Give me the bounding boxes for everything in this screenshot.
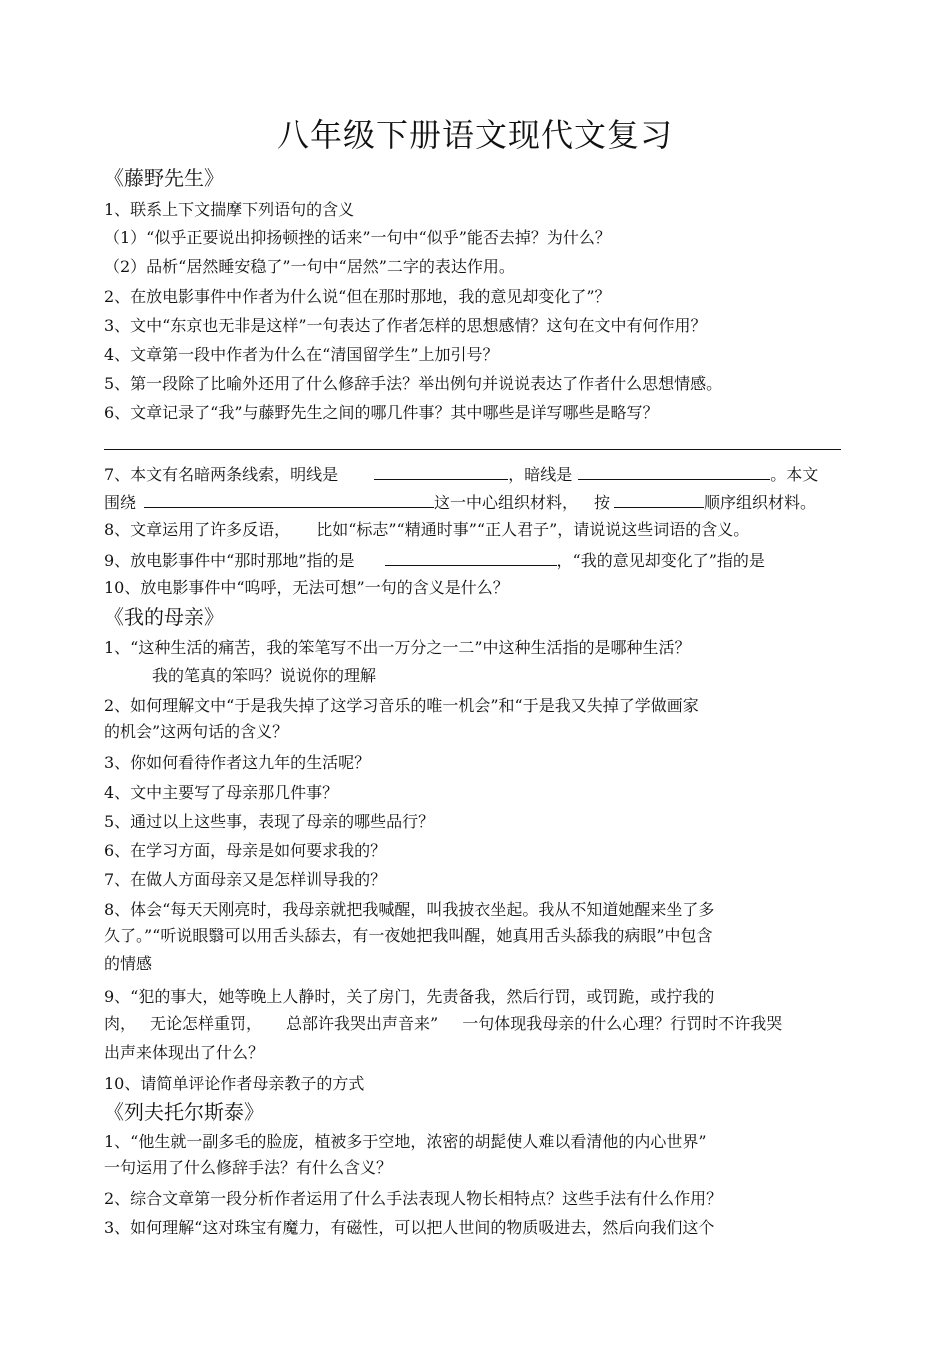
mother-question-8-line-3: 的情感: [104, 954, 153, 973]
mother-question-9-line-3: 出声来体现出了什么？: [104, 1043, 265, 1062]
mother-question-9-part-3: 总部许我哭出声音来”: [286, 1014, 439, 1033]
mother-question-8-line-2: 久了。”“听说眼翳可以用舌头舔去，有一夜她把我叫醒，她真用舌头舔我的病眼”中包含: [104, 926, 713, 945]
answer-blank-main-clue[interactable]: [374, 462, 508, 480]
question-2: 2、在放电影事件中作者为什么说“但在那时那地，我的意见却变化了”？: [104, 287, 611, 306]
question-8-text-a: 8、文章运用了许多反语，: [104, 520, 291, 539]
question-3: 3、文中“东京也无非是这样”一句表达了作者怎样的思想感情？这句在文中有何作用？: [104, 316, 707, 335]
question-9-text-b: ，“我的意见却变化了”指的是: [556, 551, 765, 570]
mother-question-9-part-2: 无论怎样重罚，: [150, 1014, 263, 1033]
mother-question-9-part-1: 肉，: [104, 1014, 137, 1033]
mother-question-1-sub: 我的笔真的笨吗？说说你的理解: [152, 666, 377, 685]
section-heading-tengye: 《藤野先生》: [104, 166, 224, 190]
mother-question-6: 6、在学习方面，母亲是如何要求我的？: [104, 841, 387, 860]
tolstoy-question-3: 3、如何理解“这对珠宝有魔力，有磁性，可以把人世间的物质吸进去，然后向我们这个: [104, 1218, 715, 1237]
mother-question-9-line-1: 9、“犯的事大，她等晚上人静时，关了房门，先责备我，然后行罚，或罚跪，或拧我的: [104, 987, 715, 1006]
mother-question-9-line-2: [104, 1013, 782, 1035]
question-7-text-g: 顺序组织材料。: [704, 493, 817, 512]
mother-question-4: 4、文中主要写了母亲那几件事？: [104, 783, 339, 802]
answer-blank-that-time[interactable]: [385, 548, 557, 566]
page-title: 八年级下册语文现代文复习: [276, 116, 673, 154]
question-7-text-d: 围绕: [104, 493, 137, 512]
mother-question-9-part-4: 一句体现我母亲的什么心理？行罚时不许我哭: [462, 1014, 783, 1033]
section-heading-mother: 《我的母亲》: [104, 605, 224, 629]
question-6: 6、文章记录了“我”与藤野先生之间的哪几件事？其中哪些是详写哪些是略写？: [104, 403, 659, 422]
question-7-text-c: 。本文: [770, 465, 819, 484]
question-1-2: （2）品析“居然睡安稳了”一句中“居然”二字的表达作用。: [104, 257, 515, 276]
question-7-text-f: 按: [594, 493, 611, 512]
answer-blank-order[interactable]: [614, 490, 704, 508]
mother-question-3: 3、你如何看待作者这九年的生活呢？: [104, 753, 371, 772]
mother-question-2-line-1: 2、如何理解文中“于是我失掉了这学习音乐的唯一机会”和“于是我又失掉了学做画家: [104, 696, 699, 715]
question-8: [104, 519, 749, 541]
question-9-text-a: 9、放电影事件中“那时那地”指的是: [104, 551, 355, 570]
horizontal-divider: [104, 449, 841, 450]
tolstoy-question-1-line-2: 一句运用了什么修辞手法？有什么含义？: [104, 1158, 393, 1177]
question-9: [104, 548, 765, 572]
question-7-line-2: [104, 490, 816, 514]
question-7-text-a: 7、本文有名暗两条线索，明线是: [104, 465, 339, 484]
question-7-line-1: [104, 462, 818, 486]
mother-question-5: 5、通过以上这些事，表现了母亲的哪些品行？: [104, 812, 435, 831]
answer-blank-center[interactable]: [144, 490, 434, 508]
question-5: 5、第一段除了比喻外还用了什么修辞手法？举出例句并说说表达了作者什么思想情感。: [104, 374, 723, 393]
question-10: 10、放电影事件中“呜呼，无法可想”一句的含义是什么？: [104, 578, 509, 597]
section-heading-tolstoy: 《列夫托尔斯泰》: [104, 1100, 264, 1124]
mother-question-1: 1、“这种生活的痛苦，我的笨笔写不出一万分之一二”中这种生活指的是哪种生活？: [104, 638, 691, 657]
mother-question-10: 10、请简单评论作者母亲教子的方式: [104, 1074, 365, 1093]
mother-question-8-line-1: 8、体会“每天天刚亮时，我母亲就把我喊醒，叫我披衣坐起。我从不知道她醒来坐了多: [104, 900, 715, 919]
tolstoy-question-1-line-1: 1、“他生就一副多毛的脸庞，植被多于空地，浓密的胡髭使人难以看清他的内心世界”: [104, 1132, 707, 1151]
question-1: 1、联系上下文揣摩下列语句的含义: [104, 200, 355, 219]
tolstoy-question-2: 2、综合文章第一段分析作者运用了什么手法表现人物长相特点？这些手法有什么作用？: [104, 1189, 723, 1208]
mother-question-7: 7、在做人方面母亲又是怎样训导我的？: [104, 870, 387, 889]
question-1-1: （1）“似乎正要说出抑扬顿挫的话来”一句中“似乎”能否去掉？为什么？: [104, 228, 611, 247]
mother-question-2-line-2: 的机会”这两句话的含义？: [104, 722, 289, 741]
question-4: 4、文章第一段中作者为什么在“清国留学生”上加引号？: [104, 345, 499, 364]
answer-blank-hidden-clue[interactable]: [578, 462, 770, 480]
question-7-text-b: ，暗线是: [508, 465, 573, 484]
question-8-text-b: 比如“标志”“精通时事”“正人君子”，请说说这些词语的含义。: [316, 520, 750, 539]
question-7-text-e: 这一中心组织材料，: [434, 493, 579, 512]
